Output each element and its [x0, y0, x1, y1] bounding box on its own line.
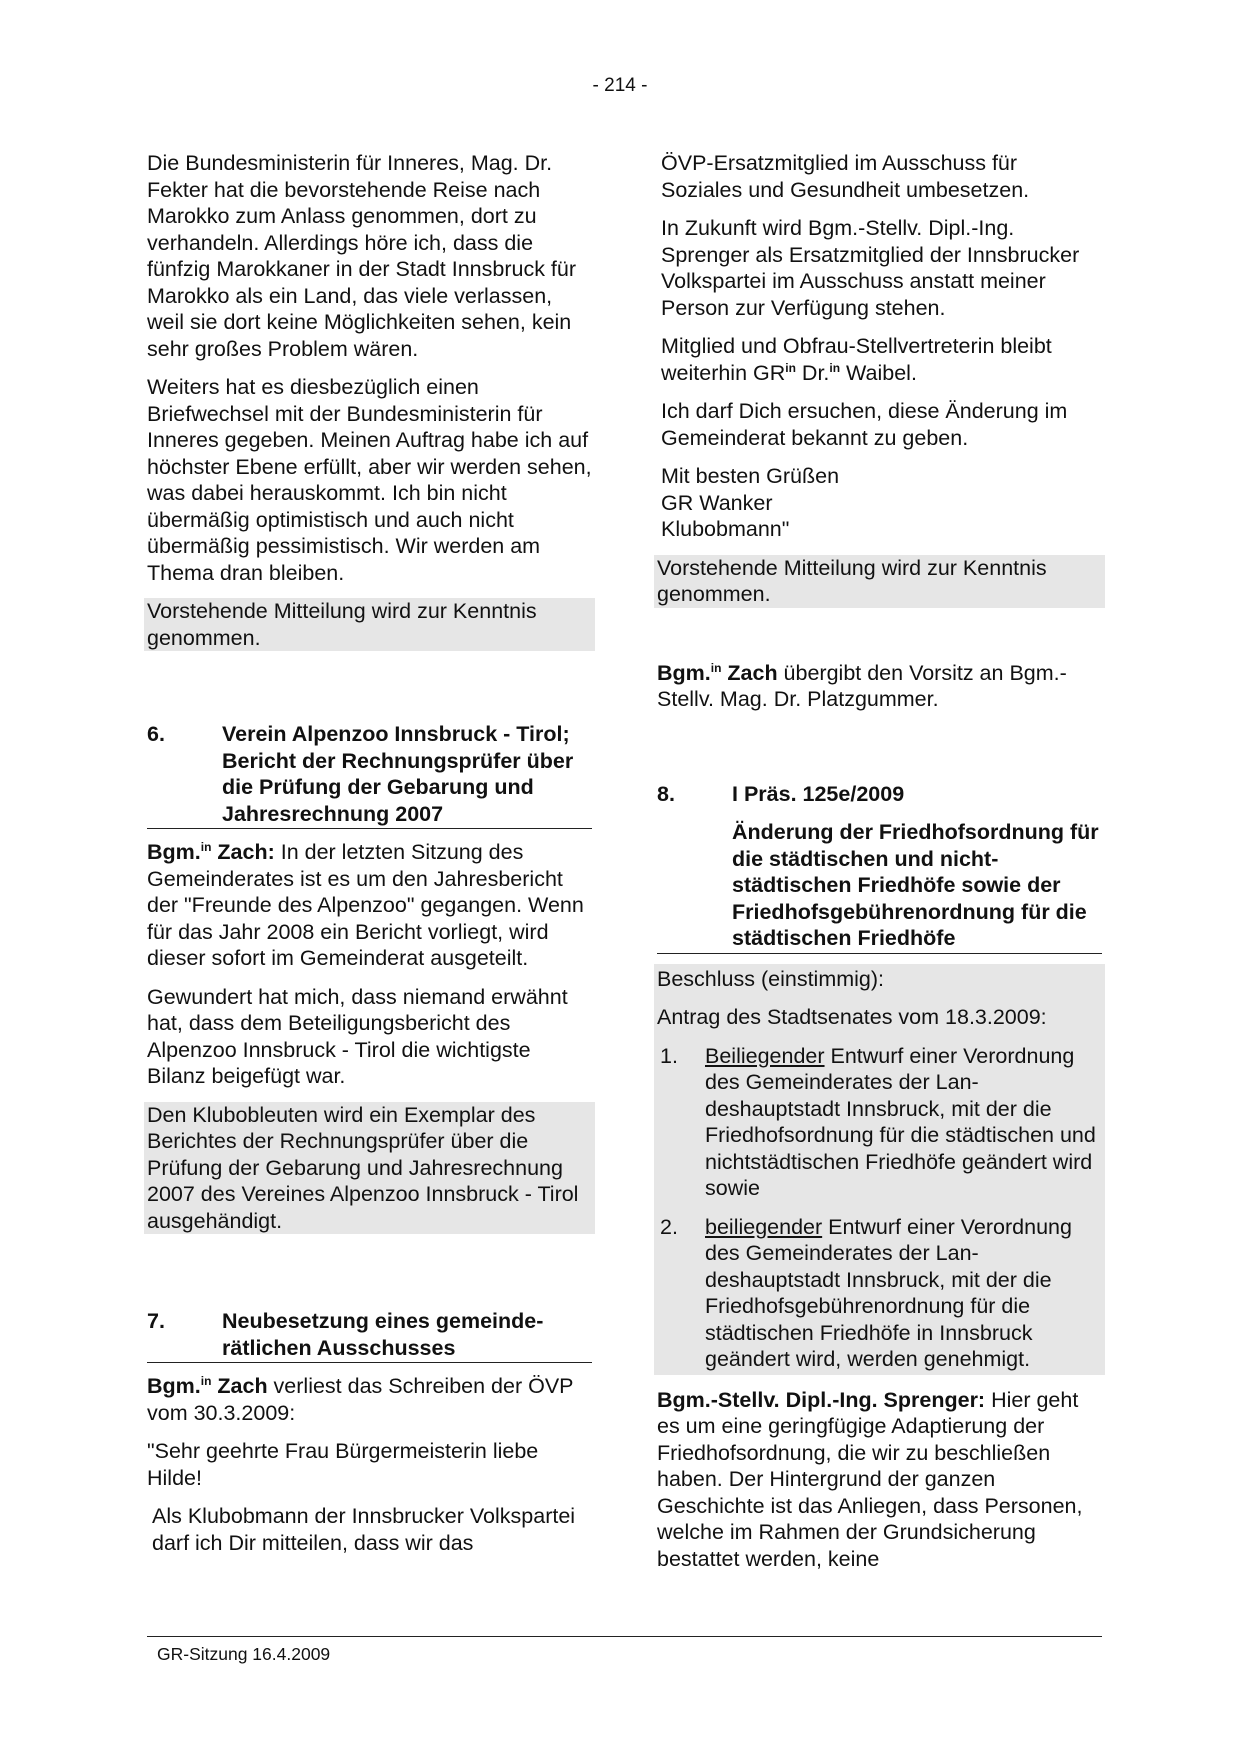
list-text: Entwurf einer Verordnung des Gemeinderates der Landeshauptstadt Innsbruck, mit der die Friedhofsordnung für die städtischen und nichtstädtischen Friedhöfe geändert wird sowie: [705, 1043, 1096, 1200]
letter-paragraph: Ich darf Dich ersuchen, diese Änderung im Gemeinderat bekannt zu geben.: [661, 399, 1068, 450]
right-column: [657, 150, 1102, 1584]
letter-closing: [657, 463, 1102, 543]
speech-paragraph: [147, 839, 592, 972]
letter-paragraph: ÖVP-Ersatzmitglied im Ausschuss für Soziales und Gesundheit umbesetzen.: [661, 151, 1030, 202]
agenda-item-title: Neubesetzung eines gemeinderätlichen Ausschusses: [222, 1309, 544, 1360]
agenda-item-title: Änderung der Friedhofsordnung für die städtischen und nichtstädtischen Friedhöfe sowie der Friedhofsgebührenordnung für die städtischen Friedhöfe: [732, 820, 1099, 950]
speaker-name-rest: Zach: [211, 1374, 268, 1398]
speech-paragraph: [657, 1387, 1102, 1573]
left-column: [147, 150, 592, 1568]
superscript: in: [710, 660, 722, 675]
agenda-item-7-heading: [147, 1308, 592, 1363]
page-number: - 214 -: [592, 75, 648, 96]
speaker-name-rest: Zach:: [211, 840, 275, 864]
letter-salutation: "Sehr geehrte Frau Bürgermeisterin liebe Hilde!: [147, 1439, 539, 1490]
letter-paragraph: In Zukunft wird Bgm.-Stellv. Dipl.-Ing. Sprenger als Ersatzmitglied der Innsbrucker Volkspartei im Ausschuss anstatt meiner Person zur Verfügung stehen.: [661, 216, 1080, 320]
paragraph: Die Bundesministerin für Inneres, Mag. Dr. Fekter hat die bevorstehende Reise nach Marokko zum Anlass genommen, dort zu verhandeln. Allerdings höre ich, dass die fünfzig Marokkaner in der Stadt Innsbruck für Marokko als ein Land, das viele verlassen, weil sie dort keine Möglichkeiten sehen, kein sehr großes Problem wären.: [147, 151, 577, 361]
underlined-word: Beiliegender: [705, 1043, 825, 1068]
agenda-item-8-ref: [657, 781, 1102, 808]
paragraph: Gewundert hat mich, dass niemand erwähnt hat, dass dem Beteiligungsbericht des Alpenzoo Innsbruck - Tirol die wichtigste Bilanz beigefügt war.: [147, 984, 568, 1088]
speech-text: verliest das Schreiben der ÖVP vom 30.3.2009:: [147, 1374, 574, 1425]
signature-name: GR Wanker: [661, 490, 773, 515]
superscript: in: [829, 360, 841, 375]
notice-box: Vorstehende Mitteilung wird zur Kenntnis genommen.: [144, 598, 595, 651]
speaker-name: Bgm.: [657, 660, 711, 685]
page-footer: [147, 1636, 1102, 1665]
speaker-name: Bgm.: [147, 840, 201, 864]
notice-box: Den Klubobleuten wird ein Exemplar des Berichtes der Rechnungsprüfer über die Prüfung der Gebarung und Jahresrechnung 2007 des Vereines Alpenzoo Innsbruck - Tirol ausgehändigt.: [144, 1102, 595, 1235]
list-item: [657, 1043, 1102, 1202]
agenda-item-number: 8.: [657, 781, 675, 806]
agenda-item-number: 7.: [147, 1309, 165, 1333]
agenda-item-title: Verein Alpenzoo Innsbruck - Tirol; Bericht der Rechnungsprüfer über die Prüfung der Gebarung und Jahresrechnung 2007: [222, 722, 574, 826]
speaker-name: Bgm.-Stellv. Dipl.-Ing. Sprenger:: [657, 1387, 986, 1412]
speech-text: In der letzten Sitzung des Gemeinderates ist es um den Jahresbericht der "Freunde des Alpenzoo" gegangen. Wenn für das Jahr 2008 ein Bericht vorliegt, wird dieser sofort im Gemeinderat ausgeteilt.: [147, 840, 584, 970]
agenda-item-8-heading: [657, 819, 1102, 954]
closing-line: Mit besten Grüßen: [661, 464, 840, 488]
speaker-name: Bgm.: [147, 1374, 201, 1398]
text-run: Waibel.: [840, 360, 917, 385]
resolution-label: Beschluss (einstimmig):: [657, 966, 884, 991]
superscript: in: [200, 839, 212, 854]
list-number: 1.: [660, 1043, 678, 1068]
footer-session-label: GR-Sitzung 16.4.2009: [157, 1644, 331, 1664]
speech-paragraph: [657, 660, 1102, 713]
superscript: in: [200, 1373, 212, 1388]
agenda-item-6-heading: [147, 721, 592, 829]
motion-label: Antrag des Stadtsenates vom 18.3.2009:: [657, 1005, 1047, 1029]
speech-text: Hier geht es um eine geringfügige Adaptierung der Friedhofsordnung, die wir zu beschließen haben. Der Hintergrund der ganzen Geschichte ist das Anliegen, dass Personen, welche im Rahmen der Grundsicherung bestattet werden, keine: [657, 1387, 1083, 1571]
agenda-item-reference: I Präs. 125e/2009: [732, 781, 905, 806]
signature-title: Klubobmann": [661, 517, 790, 541]
speech-paragraph: [147, 1373, 592, 1426]
speech-text: übergibt den Vorsitz an Bgm.-Stellv. Mag. Dr. Platzgummer.: [657, 660, 1067, 711]
notice-box: Vorstehende Mitteilung wird zur Kenntnis genommen.: [654, 555, 1105, 608]
text-run: Mitglied und Obfrau-Stellvertreterin bleibt weiterhin GR: [661, 334, 1052, 385]
text-run: Dr.: [795, 360, 830, 385]
list-text: Entwurf einer Verordnung des Gemeinderates der Landeshauptstadt Innsbruck, mit der die Friedhofsgebührenordnung für die städtischen Friedhöfe in Innsbruck geändert wird, werden genehmigt.: [705, 1214, 1072, 1371]
agenda-item-number: 6.: [147, 722, 165, 746]
list-number: 2.: [660, 1214, 678, 1239]
resolution-box: [654, 964, 1105, 1375]
underlined-word: beiliegender: [705, 1214, 823, 1239]
speaker-name-rest: Zach: [721, 660, 778, 685]
list-item: [657, 1214, 1102, 1373]
letter-paragraph: Als Klubobmann der Innsbrucker Volkspartei darf ich Dir mitteilen, dass wir das: [152, 1504, 576, 1555]
superscript: in: [785, 360, 796, 375]
letter-paragraph: [657, 333, 1102, 386]
paragraph: Weiters hat es diesbezüglich einen Briefwechsel mit der Bundesministerin für Inneres gegeben. Meinen Auftrag habe ich auf höchster Ebene erfüllt, aber wir werden sehen, was dabei herauskommt. Ich bin nicht übermäßig optimistisch und auch nicht übermäßig pessimistisch. Wir werden am Thema dran bleiben.: [147, 375, 592, 585]
